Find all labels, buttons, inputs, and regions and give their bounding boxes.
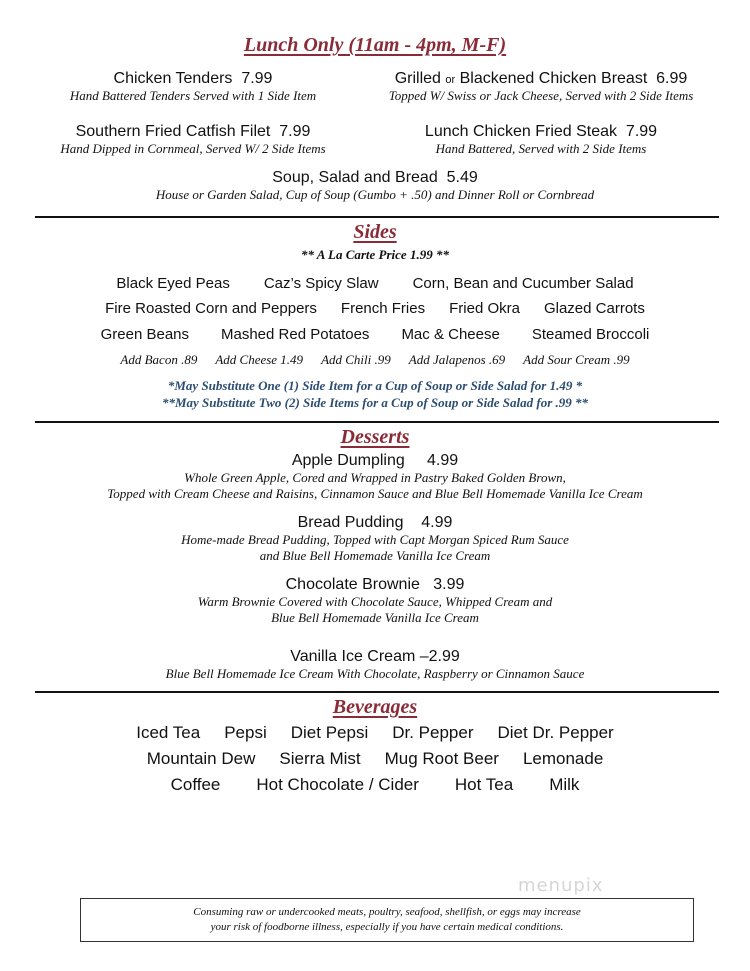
beverages-row-2	[0, 749, 750, 769]
beverage-item: Mountain Dew	[146, 749, 256, 768]
item-price: 5.49	[446, 169, 478, 186]
lunch-item-chicken-fried-steak	[360, 123, 722, 157]
item-desc: Hand Battered Tenders Served with 1 Side Item	[69, 88, 317, 103]
item-price: –2.99	[419, 648, 460, 665]
desserts-heading: Desserts	[340, 426, 410, 448]
sides-row-3	[0, 326, 750, 343]
beverages-row-3	[0, 775, 750, 795]
item-name: Soup, Salad and Bread	[272, 169, 438, 186]
item-name: Grilled	[394, 70, 441, 87]
beverage-item: Mug Root Beer	[384, 749, 499, 768]
menupix-watermark: menupix	[518, 875, 604, 896]
item-desc: House or Garden Salad, Cup of Soup (Gumbo + .50) and Dinner Roll or Cornbread	[155, 187, 595, 202]
item-price: 7.99	[241, 70, 273, 87]
addon-item: Add Cheese 1.49	[215, 352, 304, 367]
beverage-item: Pepsi	[224, 723, 267, 742]
item-name: Southern Fried Catfish Filet	[75, 123, 271, 140]
lunch-item-catfish	[28, 123, 358, 157]
item-price: 4.99	[427, 452, 459, 469]
dessert-bread-pudding	[0, 514, 750, 564]
item-name: Chicken Tenders	[113, 70, 233, 87]
item-desc: Home-made Bread Pudding, Topped with Capt Morgan Spiced Rum Sauce	[181, 532, 569, 547]
section-divider	[35, 216, 719, 218]
item-desc: Hand Battered, Served with 2 Side Items	[435, 141, 647, 156]
dessert-vanilla-ice-cream	[0, 648, 750, 682]
section-divider	[35, 421, 719, 423]
item-desc: Blue Bell Homemade Vanilla Ice Cream	[271, 610, 479, 625]
side-item: Glazed Carrots	[543, 300, 645, 317]
item-price: 3.99	[433, 576, 465, 593]
item-desc: Topped with Cream Cheese and Raisins, Cinnamon Sauce and Blue Bell Homemade Vanilla Ice Cream	[107, 486, 643, 501]
beverage-item: Dr. Pepper	[392, 723, 474, 742]
item-desc: Whole Green Apple, Cored and Wrapped in Pastry Baked Golden Brown,	[184, 470, 566, 485]
lunch-item-chicken-breast	[360, 70, 722, 104]
addon-item: Add Bacon .89	[120, 352, 198, 367]
item-name: Lunch Chicken Fried Steak	[424, 123, 618, 140]
addon-item: Add Chili .99	[321, 352, 391, 367]
beverages-row-1	[0, 723, 750, 743]
item-desc: Topped W/ Swiss or Jack Cheese, Served with 2 Side Items	[388, 88, 694, 103]
side-item: Steamed Broccoli	[531, 326, 650, 343]
side-item: Mac & Cheese	[401, 326, 500, 343]
item-name-or: or	[445, 74, 456, 86]
beverage-item: Milk	[549, 775, 580, 794]
item-desc: Hand Dipped in Cornmeal, Served W/ 2 Side Items	[60, 141, 326, 156]
side-item: Mashed Red Potatoes	[221, 326, 370, 343]
item-desc: Blue Bell Homemade Ice Cream With Chocolate, Raspberry or Cinnamon Sauce	[165, 666, 585, 681]
beverage-item: Hot Chocolate / Cider	[256, 775, 419, 794]
item-price: 6.99	[656, 70, 688, 87]
lunch-heading: Lunch Only (11am - 4pm, M-F)	[243, 34, 507, 56]
side-item: Fire Roasted Corn and Peppers	[105, 300, 317, 317]
item-desc: and Blue Bell Homemade Vanilla Ice Cream	[259, 548, 491, 563]
item-price: 7.99	[279, 123, 311, 140]
lunch-item-chicken-tenders	[28, 70, 358, 104]
beverage-item: Diet Pepsi	[290, 723, 369, 742]
side-item: Corn, Bean and Cucumber Salad	[412, 275, 634, 292]
side-item: Caz’s Spicy Slaw	[263, 275, 379, 292]
dessert-chocolate-brownie	[0, 576, 750, 626]
beverage-item: Coffee	[170, 775, 221, 794]
sides-addons	[0, 352, 750, 368]
substitute-note-2: **May Substitute Two (2) Side Items for a Cup of Soup or Side Salad for .99 **	[161, 395, 589, 410]
item-name: Apple Dumpling	[291, 452, 405, 469]
item-name: Blackened Chicken Breast	[459, 70, 648, 87]
side-item: Black Eyed Peas	[116, 275, 230, 292]
beverages-heading: Beverages	[332, 696, 418, 718]
side-item: Fried Okra	[449, 300, 520, 317]
item-price: 4.99	[421, 514, 453, 531]
addon-item: Add Sour Cream .99	[523, 352, 630, 367]
item-name: Bread Pudding	[297, 514, 404, 531]
beverage-item: Diet Dr. Pepper	[497, 723, 614, 742]
side-item: French Fries	[340, 300, 426, 317]
item-name: Vanilla Ice Cream	[290, 648, 416, 665]
beverage-item: Hot Tea	[454, 775, 514, 794]
dessert-apple-dumpling	[0, 452, 750, 502]
sides-heading: Sides	[353, 221, 397, 243]
sides-price-note: ** A La Carte Price 1.99 **	[301, 247, 449, 262]
side-item: Green Beans	[100, 326, 189, 343]
item-name: Chocolate Brownie	[285, 576, 420, 593]
item-price: 7.99	[625, 123, 658, 140]
sides-row-2	[0, 300, 750, 317]
beverage-item: Sierra Mist	[279, 749, 361, 768]
sides-row-1	[0, 275, 750, 292]
section-divider	[35, 691, 719, 693]
disclaimer-line: your risk of foodborne illness, especially if you have certain medical conditions.	[210, 921, 564, 933]
addon-item: Add Jalapenos .69	[408, 352, 506, 367]
beverage-item: Iced Tea	[136, 723, 201, 742]
food-safety-disclaimer	[80, 898, 694, 942]
disclaimer-line: Consuming raw or undercooked meats, poultry, seafood, shellfish, or eggs may increase	[193, 906, 581, 918]
substitute-note-1: *May Substitute One (1) Side Item for a Cup of Soup or Side Salad for 1.49 *	[167, 378, 583, 393]
lunch-item-soup-salad-bread	[0, 169, 750, 203]
beverage-item: Lemonade	[522, 749, 604, 768]
item-desc: Warm Brownie Covered with Chocolate Sauce, Whipped Cream and	[197, 594, 553, 609]
